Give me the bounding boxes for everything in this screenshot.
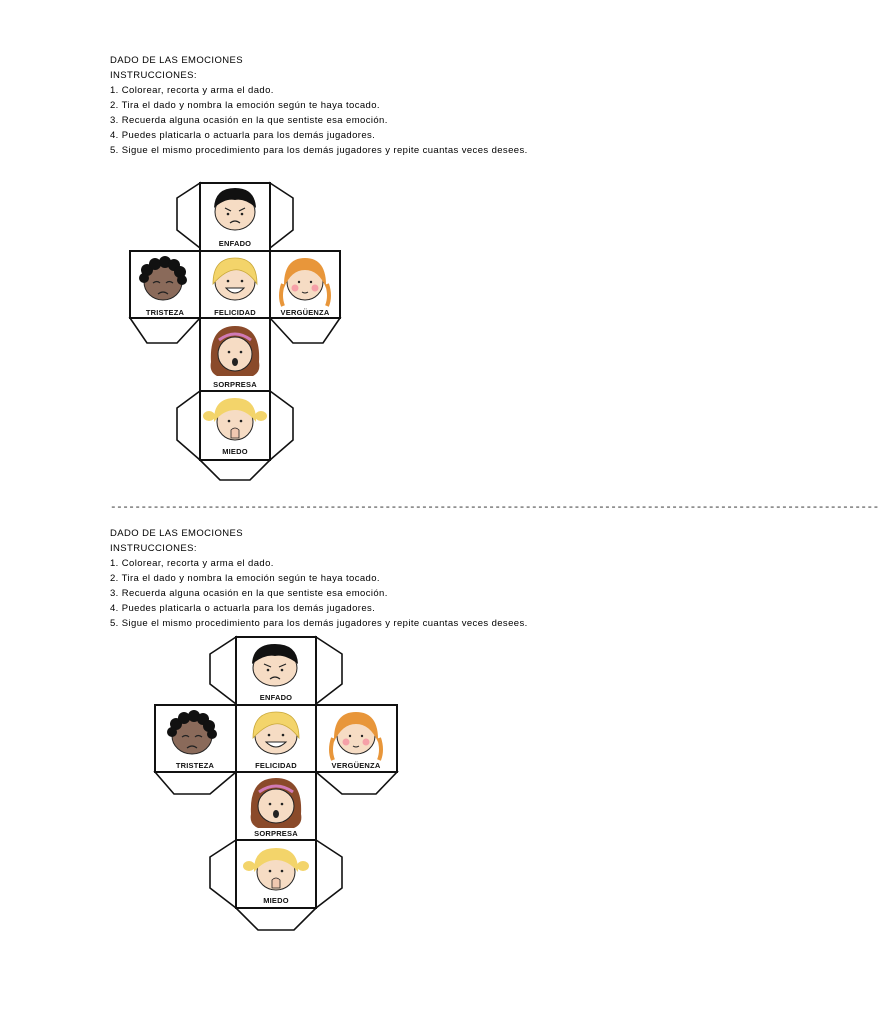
instruction-step: 1. Colorear, recorta y arma el dado. xyxy=(110,85,274,96)
document-title: DADO DE LAS EMOCIONES xyxy=(110,55,243,66)
dice-net-2 xyxy=(150,632,410,937)
cut-line-divider: ------------------------------------------------------------------------------------------------------------------------------ xyxy=(110,502,879,514)
document-title: DADO DE LAS EMOCIONES xyxy=(110,528,243,539)
face-label-tristeza: TRISTEZA xyxy=(175,761,215,770)
instructions-block-1 xyxy=(110,53,528,158)
instruction-step: 5. Sigue el mismo procedimiento para los demás jugadores y repite cuantas veces desees. xyxy=(110,145,528,156)
surprised-face-icon xyxy=(211,326,260,376)
instruction-step: 3. Recuerda alguna ocasión en la que sentiste esa emoción. xyxy=(110,115,388,126)
face-label-miedo: MIEDO xyxy=(222,447,248,456)
instruction-step: 4. Puedes platicarla o actuarla para los demás jugadores. xyxy=(110,603,376,614)
dice-net-1 xyxy=(125,178,345,488)
face-label-enfado: ENFADO xyxy=(259,693,293,702)
instruction-step: 5. Sigue el mismo procedimiento para los demás jugadores y repite cuantas veces desees. xyxy=(110,618,528,629)
instruction-step: 4. Puedes platicarla o actuarla para los demás jugadores. xyxy=(110,130,376,141)
instructions-heading: INSTRUCCIONES: xyxy=(110,70,197,81)
instruction-step: 2. Tira el dado y nombra la emoción según te haya tocado. xyxy=(110,573,380,584)
happy-face-icon xyxy=(253,712,299,754)
face-label-verguenza: VERGÜENZA xyxy=(331,761,381,770)
face-label-miedo: MIEDO xyxy=(263,896,289,905)
surprised-face-icon xyxy=(251,778,302,828)
instructions-heading: INSTRUCCIONES: xyxy=(110,543,197,554)
face-label-verguenza: VERGÜENZA xyxy=(280,308,330,317)
face-label-enfado: ENFADO xyxy=(218,239,252,248)
angry-face-icon xyxy=(214,188,256,230)
instructions-block-2 xyxy=(110,526,528,631)
happy-face-icon xyxy=(213,258,257,300)
face-label-sorpresa: SORPRESA xyxy=(254,829,298,838)
face-label-tristeza: TRISTEZA xyxy=(145,308,185,317)
instruction-step: 3. Recuerda alguna ocasión en la que sentiste esa emoción. xyxy=(110,588,388,599)
instruction-step: 1. Colorear, recorta y arma el dado. xyxy=(110,558,274,569)
face-label-sorpresa: SORPRESA xyxy=(213,380,257,389)
face-label-felicidad: FELICIDAD xyxy=(214,308,256,317)
face-label-felicidad: FELICIDAD xyxy=(255,761,297,770)
angry-face-icon xyxy=(252,644,298,686)
instruction-step: 2. Tira el dado y nombra la emoción según te haya tocado. xyxy=(110,100,380,111)
